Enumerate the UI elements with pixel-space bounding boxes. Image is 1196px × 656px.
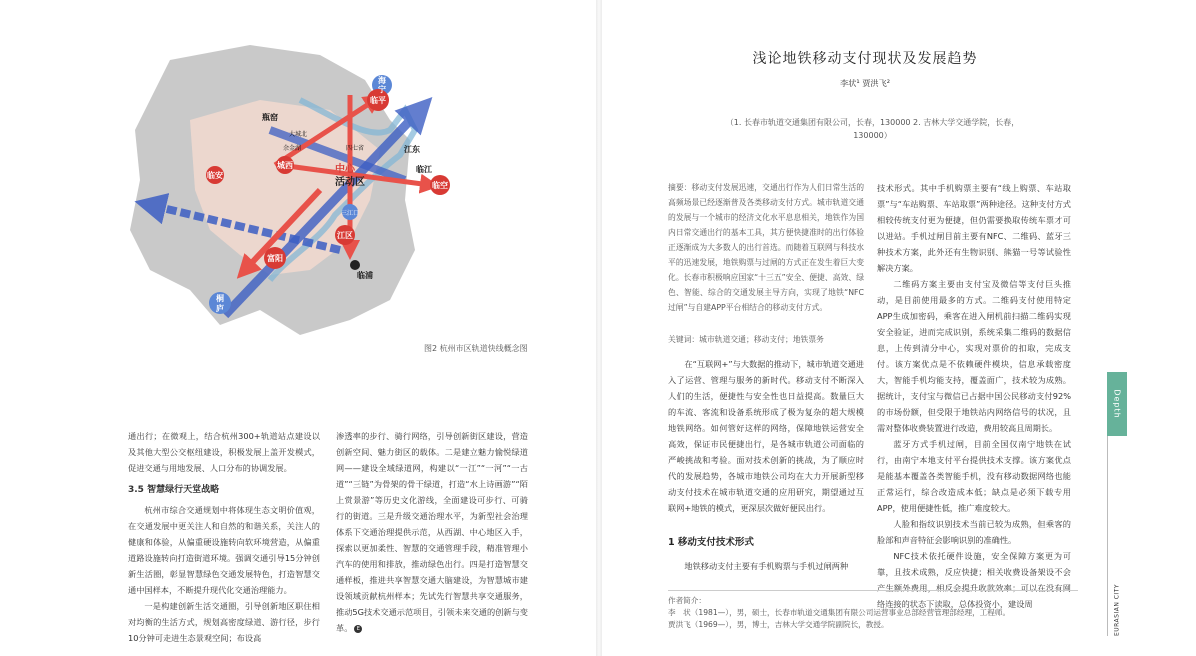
intro-paragraph: 在“互联网+”与大数据的推动下，城市轨道交通进入了运营、管理与服务的新时代。移动支付不断深入人们的生活，便捷性与安全性也日益提高。数量巨大的车流、客流和设备系统形成了极为复杂的超大规模地铁网络。如何管好这样的网络，保障地铁运营安全高效，保证市民便捷出行，是各城市轨道公司面临的严峻挑战和考验。面对技术创新的挑战，为了顺应时代的发展趋势，各城市地铁公司均在大力开展新型移动支付技术在城市轨道交通的应用研究，期望通过互联网+地铁的模式，更深层次做好便民出行。 (668, 359, 864, 513)
article-keywords: 关键词：城市轨道交通；移动支付；地铁票务 (668, 335, 824, 344)
right-col2-paragraph-0: 技术形式。其中手机购票主要有“线上购票、车站取票”与“车站购票、车站取票”两种途径。这种支付方式相较传统支付更为便捷，但仍需要换取传统车票才可以进站。手机过闸目前主要有NFC、二维码、蓝牙三种技术方案，此外还有生物识别、熊猫一号等试验性解决方案。 (877, 183, 1071, 273)
section-tab (1107, 372, 1127, 436)
article-abstract: 摘要：移动支付发展迅速，交通出行作为人们日常生活的高频场景已经逐渐普及各类移动支付方式。城市轨道交通的发展与一个城市的经济文化水平息息相关，地铁作为国内日常交通出行的基本工具，其方便快捷准时的出行体验正逐渐成为大多数人的出行首选。而随着互联网与科技水平的迅速发展，地铁购票与过闸的方式正在发生着巨大变化。长春市积极响应国家“十三五”安全、便捷、高效、绿色、智能、综合的交通发展主导方向，实现了地铁“NFC过闸”与自建APP平台相结合的移动支付方式。 (668, 183, 864, 312)
label-tonglu-2: 庐 (216, 304, 224, 313)
article-affiliation: （1. 长春市轨道交通集团有限公司，长春，130000 2. 吉林大学交通学院，长春，130000） (725, 118, 1020, 140)
section-heading-3-5: 3.5 智慧绿行天堂战略 (128, 485, 220, 495)
right-col2-paragraph-3: 人脸和指纹识别技术当前已较为成熟，但乘客的脸部和声音特征会影响识别的准确性。 (877, 519, 1071, 545)
label-pingyao: 瓶窑 (262, 113, 278, 122)
label-center: 中心 (335, 164, 355, 175)
rail-concept-map (120, 40, 448, 340)
left-col1-paragraph-0: 通出行；在微观上，结合杭州300+轨道站点建设以及其他大型公交枢纽建设，积极发展上盖开发模式，促进交通与用地发展、人口分布的协调发展。 (128, 431, 320, 473)
label-haining-1: 海 (378, 76, 386, 85)
figure-caption: 图2 杭州市区轨道快线概念图 (424, 344, 528, 353)
label-haining-2: 宁 (378, 85, 386, 94)
article-title: 浅论地铁移动支付现状及发展趋势 (752, 51, 978, 67)
label-dacheng: 大城北 (288, 131, 308, 138)
left-column-2 (336, 428, 528, 636)
left-col2-paragraph (336, 428, 528, 636)
label-center-2: 活动区 (335, 177, 365, 188)
section1-paragraph: 地铁移动支付主要有手机购票与手机过闸两种 (684, 561, 849, 571)
label-linping: 临平 (370, 96, 386, 105)
end-mark: E (354, 625, 362, 633)
section-tab-label: Depth (1112, 389, 1122, 419)
label-jiangqu: 江区 (337, 231, 353, 240)
author-note-1: 李 状（1981—），男，硕士，长春市轨道交通集团有限公司运营事业总部经营管理部经理，工程师。 (668, 608, 1011, 617)
left-col1-paragraph-2: 一是构建创新生活交通圈，引导创新地区职住相对均衡的生活方式，规划高密度绿道、游行径，步行10分钟可走进生态景观空间；布设高 (128, 601, 320, 643)
right-col2-paragraph-4: NFC技术依托硬件设施，安全保障方案更为可靠，且技术成熟，反应快捷；相关收费设备架设不会产生额外费用，相反会提升收款效率；可以在没有网络连接的状态下读取，总体投资小，建设周 (877, 551, 1071, 609)
author-note-2: 贾洪飞（1969—），男，博士，吉林大学交通学院副院长，教授。 (668, 620, 889, 629)
node-linpu (350, 260, 360, 270)
label-tonglu-1: 桐 (216, 294, 224, 303)
label-jinxi: 余金湖 (282, 145, 302, 152)
label-sanjiangkou: 三江口 (340, 210, 360, 217)
label-jiangdong: 江东 (404, 145, 420, 154)
author-notes (668, 590, 1078, 631)
article-authors: 李状¹ 贾洪飞² (839, 78, 891, 88)
left-col1-paragraph-1: 杭州市综合交通规划中将体现生态文明价值观，在交通发展中更关注人和自然的和谐关系，关注人的健康和体验，从偏重硬设施转向软环境营造，从偏重道路设施转向打造街道环境。强调交通引导15分钟创新生活圈，彰显智慧绿色交通发展特色，打造智慧交通中国样本，不断提升现代化交通治理能力。 (128, 505, 320, 595)
label-fuyang: 富阳 (267, 254, 283, 263)
label-linjiang: 临江 (416, 165, 432, 174)
side-rule (1107, 436, 1108, 636)
magazine-side-label: EURASIAN CITY (1113, 583, 1121, 637)
label-linpu: 临浦 (357, 271, 373, 280)
left-column-1 (128, 428, 320, 646)
label-chengxi: 城西 (277, 161, 293, 170)
label-lin-an: 临安 (207, 171, 223, 180)
section1-paragraph-wrap (668, 558, 864, 574)
notes-heading: 作者简介： (668, 596, 706, 605)
label-linkong: 临空 (432, 181, 448, 190)
right-column-2 (877, 180, 1071, 612)
section-heading-1: 1 移动支付技术形式 (668, 537, 754, 548)
page-gutter (596, 0, 602, 656)
label-gongyuan: 四七省 (345, 145, 365, 152)
right-col2-paragraph-2: 蓝牙方式手机过闸，目前全国仅南宁地铁在试行，由南宁本地支付平台提供技术支撑。该方案优点是能基本覆盖各类智能手机，没有移动数据网络也能正常运行，综合改造成本低；缺点是必须下载专用APP，使用便捷性低，推广难度较大。 (877, 439, 1071, 513)
right-column-1 (668, 356, 864, 516)
left-col2-text: 渗透率的步行、骑行网络，引导创新街区建设，营造创新空间、魅力街区的载体。二是建立魅力愉悦绿道网——建设全域绿道网，构建以“一江”“一河”“一古道”“三链”为骨架的骨干绿道，打造“水上诗画游”“陌上赏景游”等历史文化游线，全面建设可步行、可骑行的街道。三是升级交通治理水平，为新型社会治理体系下交通治理提供示范，从西湖、中心地区入手，探索以更加柔性、智慧的交通管理手段，精准管理小汽车的使用和排放，推动绿色出行。四是打造智慧交通样板，推进共享智慧交通大脑建设，为智慧城市建设领域贡献杭州样本；先试先行智慧共享交通服务，推动5G技术交通示范项目，引领未来交通的创新与变革。 (336, 431, 528, 633)
right-col2-paragraph-1: 二维码方案主要由支付宝及微信等支付巨头推动，是目前使用最多的方式。二维码支付使用特定APP生成加密码，乘客在进入闸机前扫描二维码实现安全验证，进而完成识别，系统采集二维码的数据信息，上传到清分中心，实现对票价的扣取，完成支付。该方案优点是不依赖硬件模块，信息承载密度大，智能手机均能支持，覆盖面广，技术较为成熟。据统计，支付宝与微信已占据中国公民移动支付92%的市场份额，但受限于地铁站内网络信号的状况，且需对整体收费装置进行改造，费用较高且周期长。 (877, 279, 1071, 433)
